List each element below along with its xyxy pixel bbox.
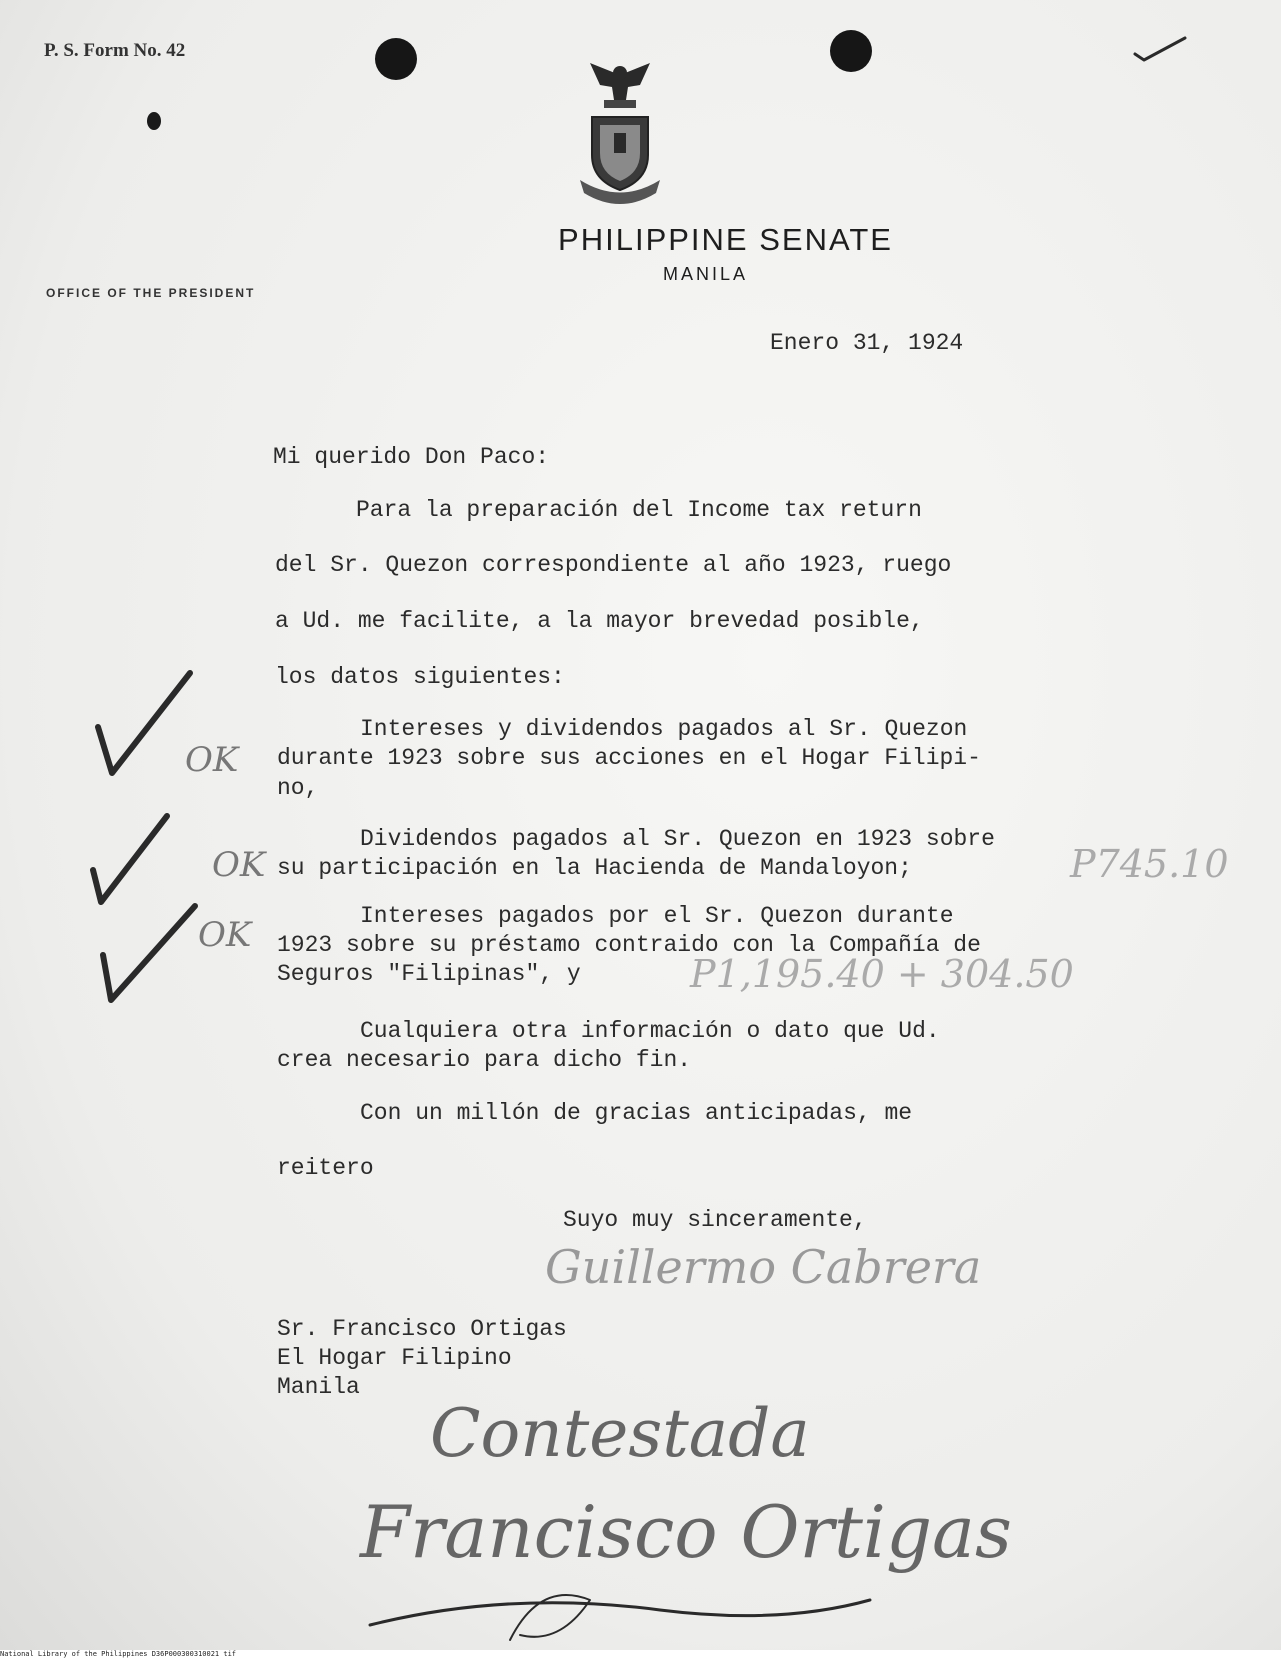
sender-signature: Guillermo Cabrera: [545, 1240, 982, 1294]
addressee-line: Manila: [277, 1374, 360, 1400]
punch-hole: [830, 30, 872, 72]
closing-line: Con un millón de gracias anticipadas, me: [360, 1100, 913, 1126]
item-line: su participación en la Hacienda de Mandaloyon;: [277, 855, 912, 881]
letterhead-title: PHILIPPINE SENATE: [558, 222, 893, 257]
corner-check-icon: [1130, 30, 1190, 70]
ok-note: OK: [198, 915, 252, 955]
body-line: a Ud. me facilite, a la mayor brevedad posible,: [275, 608, 924, 634]
signature-flourish-icon: [360, 1570, 880, 1650]
ink-spot: [147, 112, 161, 130]
archive-footer: National Library of the Philippines D36P000300310021 tif: [0, 1650, 1281, 1658]
item-line: Seguros "Filipinas", y: [277, 961, 581, 987]
closing-line: reitero: [277, 1155, 374, 1181]
contestada-note: Contestada: [430, 1395, 810, 1472]
check-mark-icon: [95, 900, 205, 1010]
amount-note: P1,195.40 + 304.50: [690, 952, 1074, 996]
body-line: Para la preparación del Income tax return: [356, 497, 922, 523]
body-line: del Sr. Quezon correspondiente al año 1923, ruego: [275, 552, 952, 578]
addressee-line: Sr. Francisco Ortigas: [277, 1316, 567, 1342]
punch-hole: [375, 38, 417, 80]
item-line: durante 1923 sobre sus acciones en el Hogar Filipi-: [277, 745, 981, 771]
ok-note: OK: [212, 845, 266, 885]
reply-signature: Francisco Ortigas: [360, 1490, 1012, 1574]
signoff: Suyo muy sinceramente,: [563, 1207, 867, 1233]
letterhead-city: MANILA: [662, 264, 749, 284]
ok-note: OK: [185, 740, 239, 780]
item-line: Intereses y dividendos pagados al Sr. Quezon: [360, 716, 968, 742]
addressee-line: El Hogar Filipino: [277, 1345, 512, 1371]
item-line: 1923 sobre su préstamo contraido con la Compañía de: [277, 932, 981, 958]
body-line: los datos siguientes:: [275, 664, 565, 690]
item-line: Dividendos pagados al Sr. Quezon en 1923 sobre: [360, 826, 995, 852]
item-line: no,: [277, 775, 319, 801]
check-mark-icon: [90, 665, 200, 785]
letter-date: Enero 31, 1924: [770, 330, 964, 356]
salutation: Mi querido Don Paco:: [273, 444, 550, 470]
item-line: crea necesario para dicho fin.: [277, 1047, 692, 1073]
check-mark-icon: [85, 810, 175, 910]
amount-note: P745.10: [1070, 842, 1229, 886]
item-line: Intereses pagados por el Sr. Quezon durante: [360, 903, 954, 929]
office-label: OFFICE OF THE PRESIDENT: [46, 286, 256, 300]
senate-seal-icon: [570, 55, 670, 205]
form-number: P. S. Form No. 42: [44, 40, 186, 61]
item-line: Cualquiera otra información o dato que Ud.: [360, 1018, 940, 1044]
